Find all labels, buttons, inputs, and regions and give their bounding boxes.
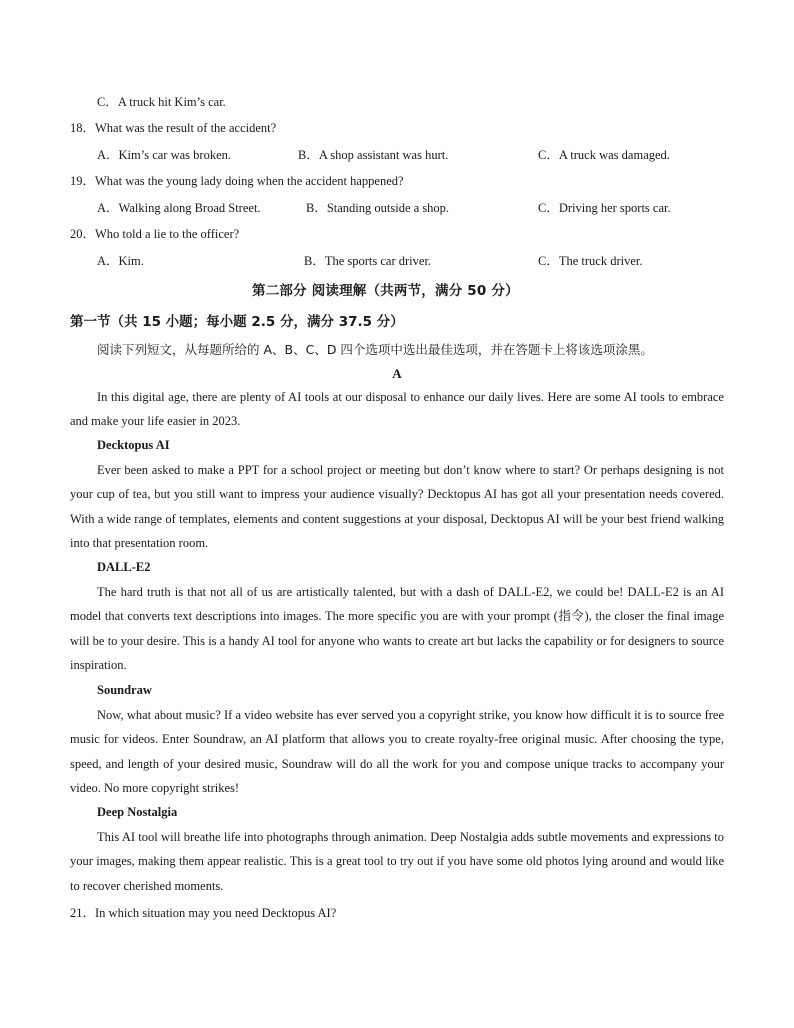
q18-question: 18．What was the result of the accident? [70,121,277,135]
part2-heading: 第二部分 阅读理解（共两节，满分 50 分） [252,283,519,299]
section-title-soundraw: Soundraw [97,683,152,697]
q17-option-c: C．A truck hit Kim’s car. [97,95,226,109]
section-title-decktopus: Decktopus AI [97,438,170,452]
passage-intro: In this digital age, there are plenty of AI tools at our disposal to enhance our daily lives. Here are some AI tools to embrace and make your life easier in 2023. [70,390,724,429]
q19-question: 19．What was the young lady doing when the accident happened? [70,174,404,188]
q19-option-c: C．Driving her sports car. [538,201,671,215]
q18-option-c: C．A truck was damaged. [538,148,670,162]
section-text-deep-nostalgia: This AI tool will breathe life into photographs through animation. Deep Nostalgia adds subtle movements and expressions to your images, making them appear realistic. This is a great tool to try out if you have some old photos lying around and would like to recover cherished moments. [70,830,724,893]
q19-option-a: A．Walking along Broad Street. [97,201,261,215]
q20-option-a: A．Kim. [97,254,144,268]
instructions: 阅读下列短文，从每题所给的 A、B、C、D 四个选项中选出最佳选项，并在答题卡上将该选项涂黑。 [97,342,653,357]
q21-question: 21．In which situation may you need Decktopus AI? [70,906,337,920]
section-text-decktopus: Ever been asked to make a PPT for a school project or meeting but don’t know where to start? Or perhaps designing is not your cup of tea, but you still want to impress your audience visually? Decktopus AI has got all your presentation needs covered. With a wide range of templates, elements and content suggestions at your disposal, Decktopus AI will be your best friend walking into that presentation room. [70,463,724,551]
section-text-dalle2: The hard truth is that not all of us are artistically talented, but with a dash of DALL-E2, we could be! DALL-E2 is an AI model that converts text descriptions into images. The more specific you are with your prompt (指令), the closer the final image will be to your desire. This is a handy AI tool for anyone who wants to create art but lacks the capability or for designers to source inspiration. [70,585,724,673]
q20-question: 20．Who told a lie to the officer? [70,227,240,241]
passage-label: A [392,366,402,381]
section-text-soundraw: Now, what about music? If a video website has ever served you a copyright strike, you know how difficult it is to source free music for videos. Enter Soundraw, an AI platform that allows you to create royalty-free original music. After choosing the type, speed, and length of your desired music, Soundraw will do all the work for you and compose unique tracks to accompany your video. No more copyright strikes! [70,708,724,796]
section-title-dalle2: DALL-E2 [97,560,151,574]
section-title-deep-nostalgia: Deep Nostalgia [97,805,178,819]
q19-option-b: B．Standing outside a shop. [306,201,450,215]
q18-option-b: B．A shop assistant was hurt. [298,148,449,162]
q18-option-a: A．Kim’s car was broken. [97,148,231,162]
q20-option-b: B．The sports car driver. [304,254,432,268]
section1-heading: 第一节（共 15 小题；每小题 2.5 分，满分 37.5 分） [70,314,404,330]
q20-option-c: C．The truck driver. [538,254,643,268]
